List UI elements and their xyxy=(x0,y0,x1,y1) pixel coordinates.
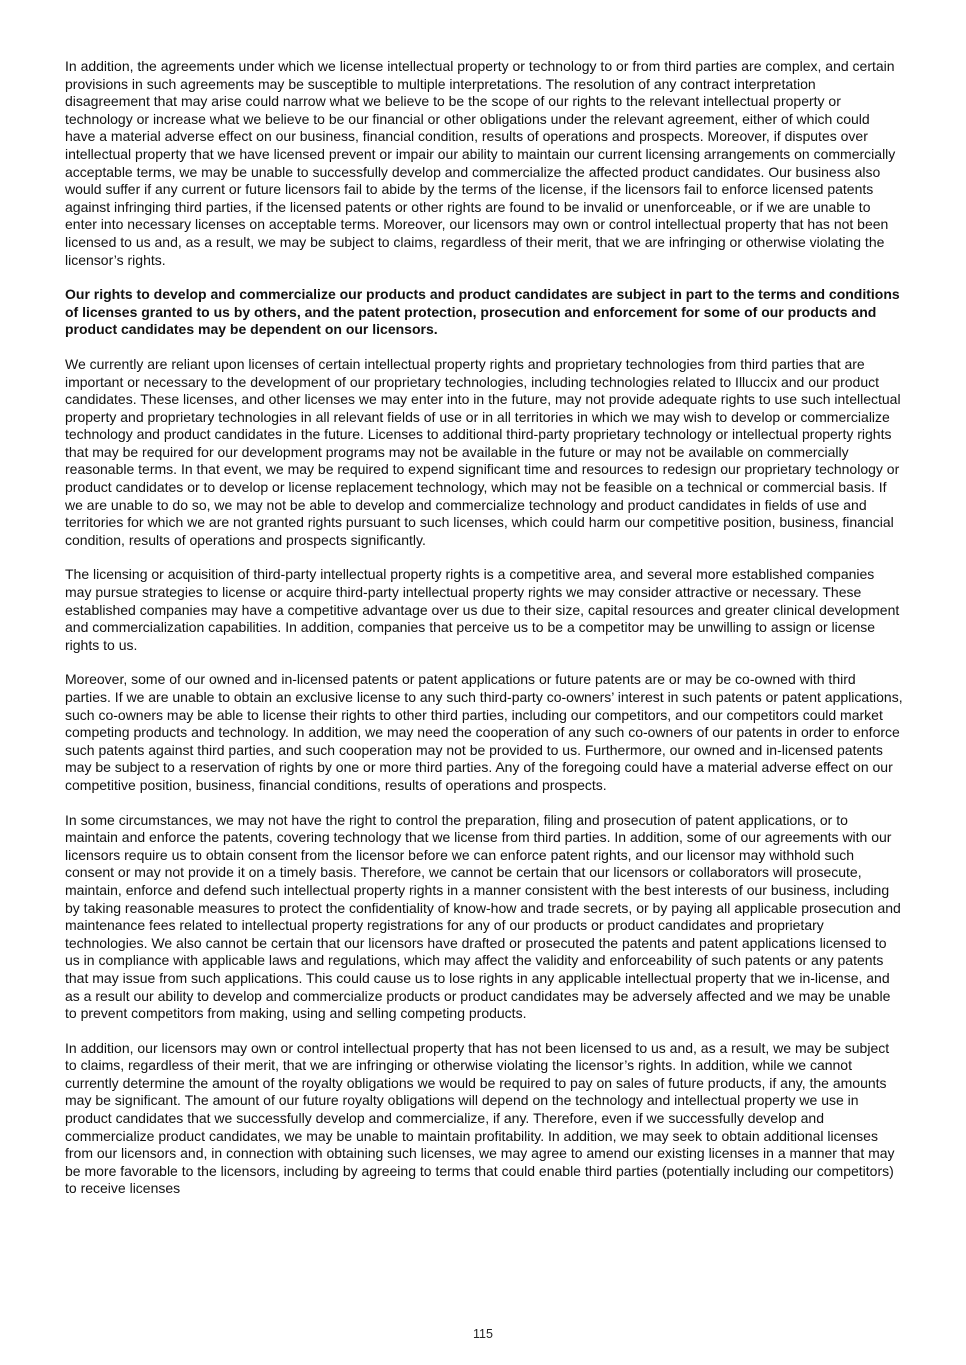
paragraph-prosecution-control: In some circumstances, we may not have the right to control the preparation, filing and prosecution of patent applications, or to maintain and enforce the patents, covering technology that we license from third parties. In addition, some of our agreements with our licensors require us to obtain consent from the licensor before we can enforce patent rights, and our licensor may withhold such consent or may not provide it on a timely basis. Therefore, we cannot be certain that our licensors or collaborators will prosecute, maintain, enforce and defend such intellectual property rights in a manner consistent with the best interests of our business, including by taking reasonable measures to protect the confidentiality of know-how and trade secrets, or by paying all applicable prosecution and maintenance fees related to intellectual property registrations for any of our products or product candidates and proprietary technologies. We also cannot be certain that our licensors have drafted or prosecuted the patents and patent applications licensed to us in compliance with applicable laws and regulations, which may affect the validity and enforceability of such patents or any patents that may issue from such applications. This could cause us to lose rights in any applicable intellectual property that we in-license, and as a result our ability to develop and commercialize products or product candidates may be adversely affected and we may be unable to prevent competitors from making, using and selling competing products. xyxy=(65,811,901,1022)
document-page xyxy=(65,58,903,1215)
paragraph-reliance-on-licenses: We currently are reliant upon licenses of certain intellectual property rights and proprietary technologies from third parties that are important or necessary to the development of our proprietary technologies, including technologies related to Illuccix and our product candidates. These licenses, and other licenses we may enter into in the future, may not provide adequate rights to use such intellectual property and proprietary technologies in all relevant fields of use or in all territories in which we may wish to develop or commercialize technology and product candidates in the future. Licenses to additional third-party proprietary technology or intellectual property rights that may be required for our development programs may not be available in the future or may not be available on commercially reasonable terms. In that event, we may be required to expend significant time and resources to redesign our proprietary technology or product candidates or to develop or license replacement technology, which may not be feasible on a technical or commercial basis. If we are unable to do so, we may not be able to develop and commercialize technology and product candidates in fields of use and territories for which we are not granted rights pursuant to such licenses, which could harm our competitive position, business, financial condition, results of operations and prospects significantly. xyxy=(65,355,901,548)
page-number: 115 xyxy=(473,1327,493,1341)
paragraph-license-agreement-interpretation: In addition, the agreements under which we license intellectual property or technology to or from third parties are complex, and certain provisions in such agreements may be susceptible to multiple interpretations. The resolution of any contract interpretation disagreement that may arise could narrow what we believe to be the scope of our rights to the relevant intellectual property or technology or increase what we believe to be our financial or other obligations under the relevant agreement, either of which could have a material adverse effect on our business, financial condition, results of operations and prospects. Moreover, if disputes over intellectual property that we have licensed prevent or impair our ability to maintain our current licensing arrangements on commercially acceptable terms, we may be unable to successfully develop and commercialize the affected product candidates. Our business also would suffer if any current or future licensors fail to abide by the terms of the license, if the licensors fail to enforce licensed patents against infringing third parties, if the licensed patents or other rights are found to be invalid or unenforceable, or if we are unable to enter into necessary licenses on acceptable terms. Moreover, our licensors may own or control intellectual property that has not been licensed to us and, as a result, we may be subject to claims, regardless of their merit, that we are infringing or otherwise violating the licensor’s rights. xyxy=(65,58,896,268)
paragraph-royalty-obligations: In addition, our licensors may own or control intellectual property that has not been licensed to us and, as a result, we may be subject to claims, regardless of their merit, that we are infringing or otherwise violating the licensor’s rights. In addition, while we cannot currently determine the amount of the royalty obligations we would be required to pay on sales of future products, if any, the amounts may be significant. The amount of our future royalty obligations will depend on the technology and intellectual property we use in product candidates that we successfully develop and commercialize, if any. Therefore, even if we successfully develop and commercialize product candidates, we may be unable to maintain profitability. In addition, we may seek to obtain additional licenses from our licensors and, in connection with obtaining such licenses, we may agree to amend our existing licenses in a manner that may be more favorable to the licensors, including by agreeing to terms that could enable third parties (potentially including our competitors) to receive licenses xyxy=(65,1039,895,1197)
paragraph-co-owned-patents: Moreover, some of our owned and in-licensed patents or patent applications or future patents are or may be co-owned with third parties. If we are unable to obtain an exclusive license to any such third-party co-owners’ interest in such patents or patent applications, such co-owners may be able to license their rights to other third parties, including our competitors, and our competitors could market competing products and technology. In addition, we may need the cooperation of any such co-owners of our patents in order to enforce such patents against third parties, and such cooperation may not be provided to us. Furthermore, our owned and in-licensed patents may be subject to a reservation of rights by one or more third parties. Any of the foregoing could have a material adverse effect on our competitive position, business, financial conditions, results of operations and prospects. xyxy=(65,671,903,793)
section-heading-licensing-rights: Our rights to develop and commercialize our products and product candidates are subject in part to the terms and conditions of licenses granted to us by others, and the patent protection, prosecution and enforcement for some of our products and product candidates may be dependent on our licensors. xyxy=(65,286,900,338)
paragraph-competitive-licensing: The licensing or acquisition of third-party intellectual property rights is a competitive area, and several more established companies may pursue strategies to license or acquire third-party intellectual property rights we may consider attractive or necessary. These established companies may have a competitive advantage over us due to their size, capital resources and greater clinical development and commercialization capabilities. In addition, companies that perceive us to be a competitor may be unwilling to assign or license rights to us. xyxy=(65,566,900,653)
